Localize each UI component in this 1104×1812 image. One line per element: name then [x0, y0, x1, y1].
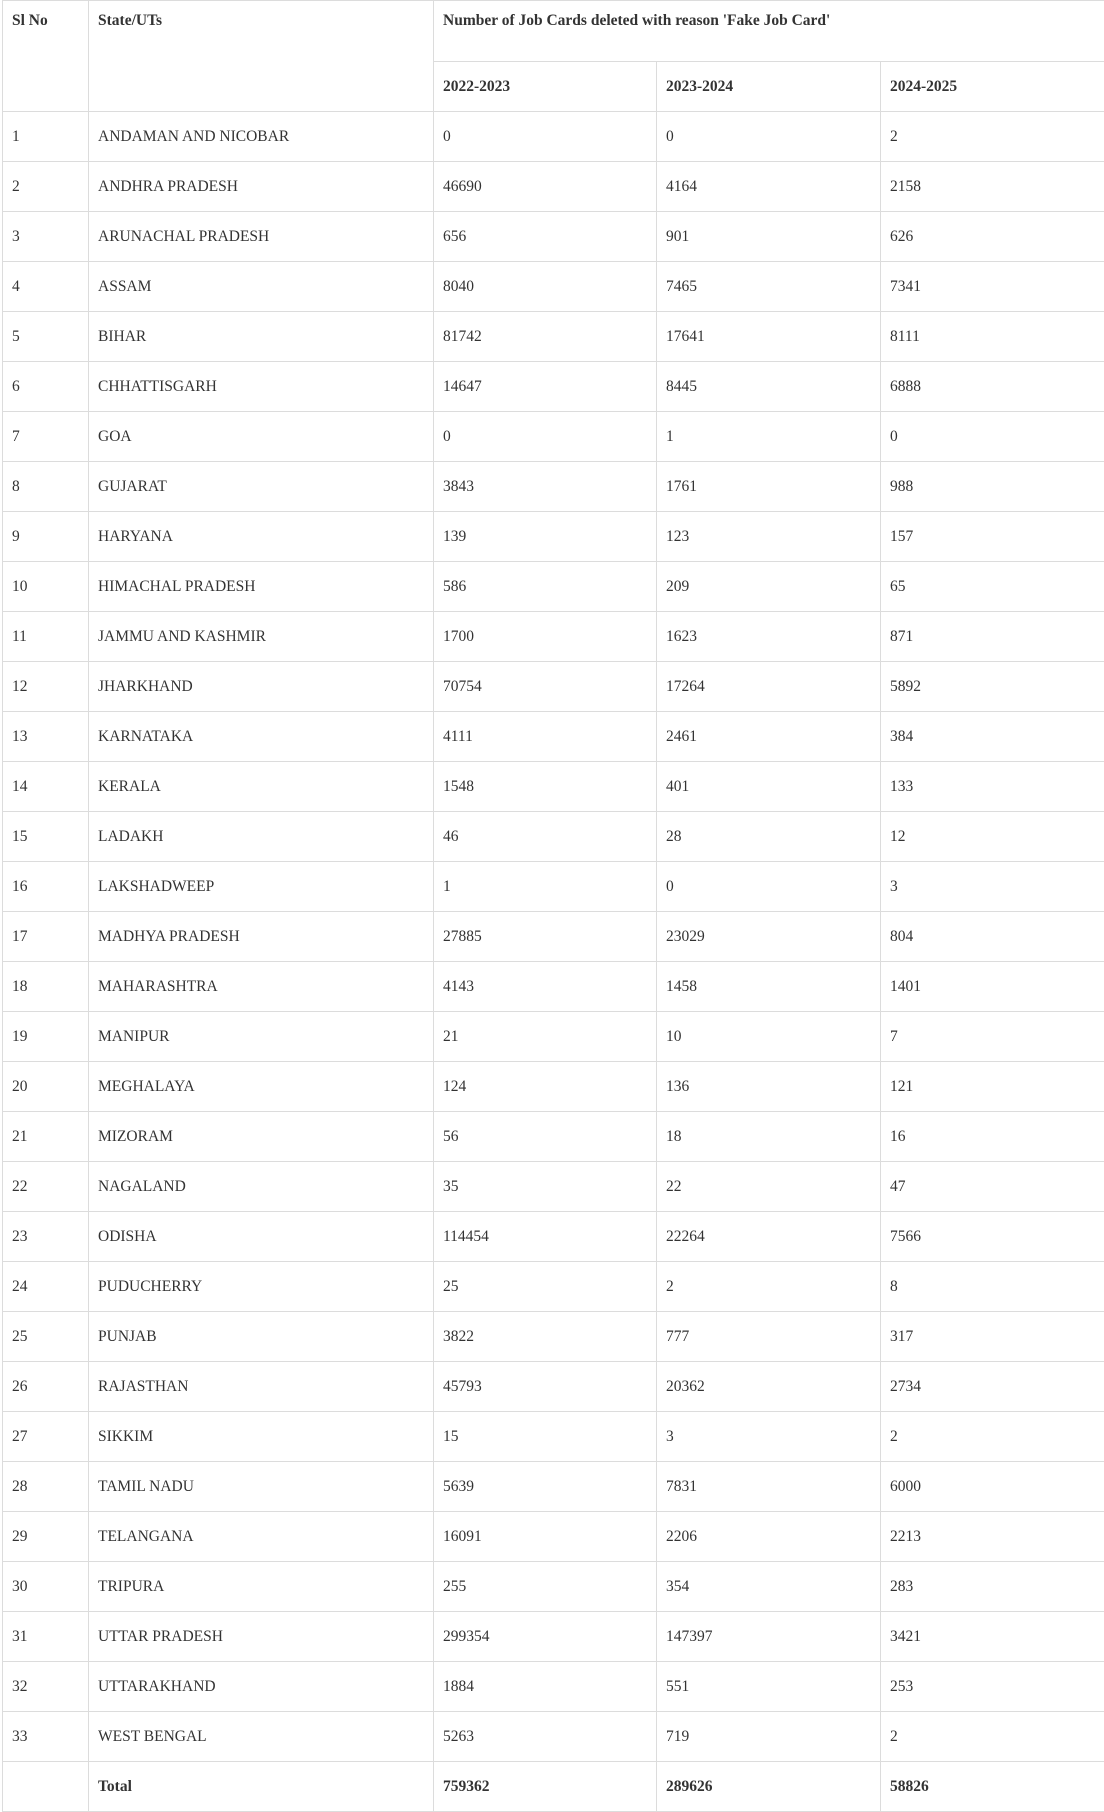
sl-no-cell: 12	[3, 662, 89, 712]
state-cell: UTTAR PRADESH	[89, 1612, 434, 1662]
value-2022-2023-cell: 1884	[434, 1662, 657, 1712]
sl-no-cell: 9	[3, 512, 89, 562]
value-2022-2023-cell: 56	[434, 1112, 657, 1162]
table-row	[3, 1612, 1104, 1662]
value-2024-2025-cell: 7566	[881, 1212, 1104, 1262]
value-2022-2023-cell: 46	[434, 812, 657, 862]
value-2022-2023-cell: 3822	[434, 1312, 657, 1362]
value-2023-2024-cell: 1	[657, 412, 881, 462]
state-cell: HARYANA	[89, 512, 434, 562]
sl-no-cell: 4	[3, 262, 89, 312]
state-cell: TELANGANA	[89, 1512, 434, 1562]
table-row	[3, 112, 1104, 162]
value-2023-2024-cell: 1761	[657, 462, 881, 512]
value-2023-2024-cell: 10	[657, 1012, 881, 1062]
sl-no-cell: 13	[3, 712, 89, 762]
table-row	[3, 1312, 1104, 1362]
state-cell: LADAKH	[89, 812, 434, 862]
value-2022-2023-cell: 1	[434, 862, 657, 912]
value-2022-2023-cell: 1548	[434, 762, 657, 812]
value-2023-2024-cell: 2461	[657, 712, 881, 762]
state-cell: LAKSHADWEEP	[89, 862, 434, 912]
state-cell: RAJASTHAN	[89, 1362, 434, 1412]
value-2023-2024-cell: 4164	[657, 162, 881, 212]
table-row	[3, 412, 1104, 462]
value-2023-2024-cell: 719	[657, 1712, 881, 1762]
table-row	[3, 1012, 1104, 1062]
sl-no-cell: 10	[3, 562, 89, 612]
table-row	[3, 1212, 1104, 1262]
value-2022-2023-cell: 5263	[434, 1712, 657, 1762]
state-cell: ANDAMAN AND NICOBAR	[89, 112, 434, 162]
value-2022-2023-cell: 586	[434, 562, 657, 612]
value-2024-2025-cell: 16	[881, 1112, 1104, 1162]
value-2024-2025-cell: 804	[881, 912, 1104, 962]
value-2023-2024-cell: 2206	[657, 1512, 881, 1562]
value-2023-2024-cell: 2	[657, 1262, 881, 1312]
table-row	[3, 762, 1104, 812]
value-2023-2024-cell: 7465	[657, 262, 881, 312]
value-2023-2024-cell: 17641	[657, 312, 881, 362]
value-2023-2024-cell: 551	[657, 1662, 881, 1712]
value-2023-2024-cell: 136	[657, 1062, 881, 1112]
value-2024-2025-cell: 8	[881, 1262, 1104, 1312]
table-row	[3, 462, 1104, 512]
header-year-2022-2023: 2022-2023	[434, 62, 657, 112]
value-2024-2025-cell: 121	[881, 1062, 1104, 1112]
value-2024-2025-cell: 2213	[881, 1512, 1104, 1562]
value-2024-2025-cell: 2734	[881, 1362, 1104, 1412]
value-2023-2024-cell: 209	[657, 562, 881, 612]
value-2022-2023-cell: 4143	[434, 962, 657, 1012]
value-2024-2025-cell: 384	[881, 712, 1104, 762]
value-2023-2024-cell: 20362	[657, 1362, 881, 1412]
value-2024-2025-cell: 626	[881, 212, 1104, 262]
value-2022-2023-cell: 656	[434, 212, 657, 262]
state-cell: MIZORAM	[89, 1112, 434, 1162]
state-cell: NAGALAND	[89, 1162, 434, 1212]
sl-no-cell: 7	[3, 412, 89, 462]
table-row	[3, 1062, 1104, 1112]
sl-no-cell: 1	[3, 112, 89, 162]
state-cell: WEST BENGAL	[89, 1712, 434, 1762]
value-2024-2025-cell: 3421	[881, 1612, 1104, 1662]
state-cell: BIHAR	[89, 312, 434, 362]
sl-no-cell: 22	[3, 1162, 89, 1212]
sl-no-cell: 25	[3, 1312, 89, 1362]
table-row	[3, 1112, 1104, 1162]
sl-no-cell: 21	[3, 1112, 89, 1162]
value-2024-2025-cell: 2	[881, 112, 1104, 162]
value-2024-2025-cell: 1401	[881, 962, 1104, 1012]
table-row	[3, 1712, 1104, 1762]
value-2024-2025-cell: 988	[881, 462, 1104, 512]
table-row	[3, 812, 1104, 862]
sl-no-cell: 3	[3, 212, 89, 262]
value-2023-2024-cell: 8445	[657, 362, 881, 412]
value-2023-2024-cell: 1458	[657, 962, 881, 1012]
table-row	[3, 212, 1104, 262]
value-2022-2023-cell: 124	[434, 1062, 657, 1112]
sl-no-cell: 19	[3, 1012, 89, 1062]
value-2023-2024-cell: 0	[657, 112, 881, 162]
value-2024-2025-cell: 133	[881, 762, 1104, 812]
state-cell: ODISHA	[89, 1212, 434, 1262]
value-2023-2024-cell: 3	[657, 1412, 881, 1462]
value-2023-2024-cell: 23029	[657, 912, 881, 962]
state-cell: ASSAM	[89, 262, 434, 312]
total-label: Total	[89, 1762, 434, 1812]
value-2023-2024-cell: 28	[657, 812, 881, 862]
value-2022-2023-cell: 0	[434, 112, 657, 162]
state-cell: UTTARAKHAND	[89, 1662, 434, 1712]
value-2022-2023-cell: 4111	[434, 712, 657, 762]
value-2024-2025-cell: 5892	[881, 662, 1104, 712]
value-2023-2024-cell: 0	[657, 862, 881, 912]
header-year-2023-2024: 2023-2024	[657, 62, 881, 112]
value-2022-2023-cell: 14647	[434, 362, 657, 412]
value-2023-2024-cell: 354	[657, 1562, 881, 1612]
sl-no-cell: 23	[3, 1212, 89, 1262]
table-row	[3, 162, 1104, 212]
state-cell: JHARKHAND	[89, 662, 434, 712]
value-2022-2023-cell: 27885	[434, 912, 657, 962]
sl-no-cell: 20	[3, 1062, 89, 1112]
value-2024-2025-cell: 12	[881, 812, 1104, 862]
sl-no-cell: 30	[3, 1562, 89, 1612]
value-2023-2024-cell: 147397	[657, 1612, 881, 1662]
value-2023-2024-cell: 7831	[657, 1462, 881, 1512]
value-2024-2025-cell: 6000	[881, 1462, 1104, 1512]
state-cell: MEGHALAYA	[89, 1062, 434, 1112]
value-2023-2024-cell: 401	[657, 762, 881, 812]
table-row	[3, 1512, 1104, 1562]
table-row	[3, 562, 1104, 612]
value-2024-2025-cell: 2	[881, 1712, 1104, 1762]
table-row	[3, 362, 1104, 412]
header-group: Number of Job Cards deleted with reason 'Fake Job Card'	[434, 1, 1104, 62]
state-cell: CHHATTISGARH	[89, 362, 434, 412]
sl-no-cell: 27	[3, 1412, 89, 1462]
table-row	[3, 512, 1104, 562]
sl-no-cell: 2	[3, 162, 89, 212]
table-row	[3, 612, 1104, 662]
value-2024-2025-cell: 6888	[881, 362, 1104, 412]
value-2022-2023-cell: 15	[434, 1412, 657, 1462]
header-sl-no: Sl No	[3, 1, 89, 112]
value-2022-2023-cell: 25	[434, 1262, 657, 1312]
value-2024-2025-cell: 0	[881, 412, 1104, 462]
value-2023-2024-cell: 123	[657, 512, 881, 562]
state-cell: MANIPUR	[89, 1012, 434, 1062]
state-cell: MAHARASHTRA	[89, 962, 434, 1012]
value-2024-2025-cell: 47	[881, 1162, 1104, 1212]
table-row	[3, 1662, 1104, 1712]
value-2023-2024-cell: 17264	[657, 662, 881, 712]
state-cell: GUJARAT	[89, 462, 434, 512]
state-cell: ANDHRA PRADESH	[89, 162, 434, 212]
value-2024-2025-cell: 283	[881, 1562, 1104, 1612]
value-2024-2025-cell: 7341	[881, 262, 1104, 312]
value-2022-2023-cell: 70754	[434, 662, 657, 712]
value-2022-2023-cell: 21	[434, 1012, 657, 1062]
sl-no-cell: 8	[3, 462, 89, 512]
state-cell: TAMIL NADU	[89, 1462, 434, 1512]
total-2024-2025: 58826	[881, 1762, 1104, 1812]
state-cell: HIMACHAL PRADESH	[89, 562, 434, 612]
state-cell: PUNJAB	[89, 1312, 434, 1362]
sl-no-cell: 31	[3, 1612, 89, 1662]
table-row	[3, 262, 1104, 312]
value-2022-2023-cell: 46690	[434, 162, 657, 212]
sl-no-cell: 29	[3, 1512, 89, 1562]
total-sl-cell	[3, 1762, 89, 1812]
table-row	[3, 1362, 1104, 1412]
value-2022-2023-cell: 3843	[434, 462, 657, 512]
table-footer	[3, 1762, 1104, 1812]
sl-no-cell: 33	[3, 1712, 89, 1762]
value-2023-2024-cell: 901	[657, 212, 881, 262]
header-year-2024-2025: 2024-2025	[881, 62, 1104, 112]
value-2024-2025-cell: 7	[881, 1012, 1104, 1062]
sl-no-cell: 15	[3, 812, 89, 862]
value-2022-2023-cell: 35	[434, 1162, 657, 1212]
sl-no-cell: 16	[3, 862, 89, 912]
sl-no-cell: 28	[3, 1462, 89, 1512]
sl-no-cell: 26	[3, 1362, 89, 1412]
value-2024-2025-cell: 65	[881, 562, 1104, 612]
table-body	[3, 112, 1104, 1762]
table-row	[3, 312, 1104, 362]
table-row	[3, 1162, 1104, 1212]
header-state: State/UTs	[89, 1, 434, 112]
value-2024-2025-cell: 157	[881, 512, 1104, 562]
sl-no-cell: 6	[3, 362, 89, 412]
header-row	[3, 1, 1104, 62]
total-row	[3, 1762, 1104, 1812]
value-2022-2023-cell: 0	[434, 412, 657, 462]
state-cell: TRIPURA	[89, 1562, 434, 1612]
table-row	[3, 662, 1104, 712]
value-2022-2023-cell: 8040	[434, 262, 657, 312]
value-2023-2024-cell: 18	[657, 1112, 881, 1162]
sl-no-cell: 18	[3, 962, 89, 1012]
value-2023-2024-cell: 22	[657, 1162, 881, 1212]
table-row	[3, 962, 1104, 1012]
value-2024-2025-cell: 253	[881, 1662, 1104, 1712]
value-2022-2023-cell: 255	[434, 1562, 657, 1612]
value-2024-2025-cell: 871	[881, 612, 1104, 662]
sl-no-cell: 5	[3, 312, 89, 362]
table-row	[3, 862, 1104, 912]
sl-no-cell: 14	[3, 762, 89, 812]
sl-no-cell: 11	[3, 612, 89, 662]
state-cell: GOA	[89, 412, 434, 462]
value-2024-2025-cell: 2	[881, 1412, 1104, 1462]
table-row	[3, 912, 1104, 962]
job-cards-table	[2, 0, 1104, 1812]
table-row	[3, 712, 1104, 762]
sl-no-cell: 17	[3, 912, 89, 962]
state-cell: KERALA	[89, 762, 434, 812]
value-2024-2025-cell: 317	[881, 1312, 1104, 1362]
value-2022-2023-cell: 114454	[434, 1212, 657, 1262]
state-cell: SIKKIM	[89, 1412, 434, 1462]
value-2024-2025-cell: 8111	[881, 312, 1104, 362]
value-2022-2023-cell: 5639	[434, 1462, 657, 1512]
value-2024-2025-cell: 2158	[881, 162, 1104, 212]
value-2023-2024-cell: 777	[657, 1312, 881, 1362]
state-cell: JAMMU AND KASHMIR	[89, 612, 434, 662]
total-2022-2023: 759362	[434, 1762, 657, 1812]
value-2023-2024-cell: 1623	[657, 612, 881, 662]
state-cell: PUDUCHERRY	[89, 1262, 434, 1312]
state-cell: KARNATAKA	[89, 712, 434, 762]
table-row	[3, 1262, 1104, 1312]
table-row	[3, 1412, 1104, 1462]
sl-no-cell: 24	[3, 1262, 89, 1312]
sl-no-cell: 32	[3, 1662, 89, 1712]
total-2023-2024: 289626	[657, 1762, 881, 1812]
table-row	[3, 1562, 1104, 1612]
value-2022-2023-cell: 139	[434, 512, 657, 562]
value-2022-2023-cell: 45793	[434, 1362, 657, 1412]
value-2022-2023-cell: 81742	[434, 312, 657, 362]
state-cell: MADHYA PRADESH	[89, 912, 434, 962]
value-2024-2025-cell: 3	[881, 862, 1104, 912]
value-2022-2023-cell: 299354	[434, 1612, 657, 1662]
table-row	[3, 1462, 1104, 1512]
value-2022-2023-cell: 16091	[434, 1512, 657, 1562]
state-cell: ARUNACHAL PRADESH	[89, 212, 434, 262]
value-2023-2024-cell: 22264	[657, 1212, 881, 1262]
table-header	[3, 1, 1104, 112]
value-2022-2023-cell: 1700	[434, 612, 657, 662]
